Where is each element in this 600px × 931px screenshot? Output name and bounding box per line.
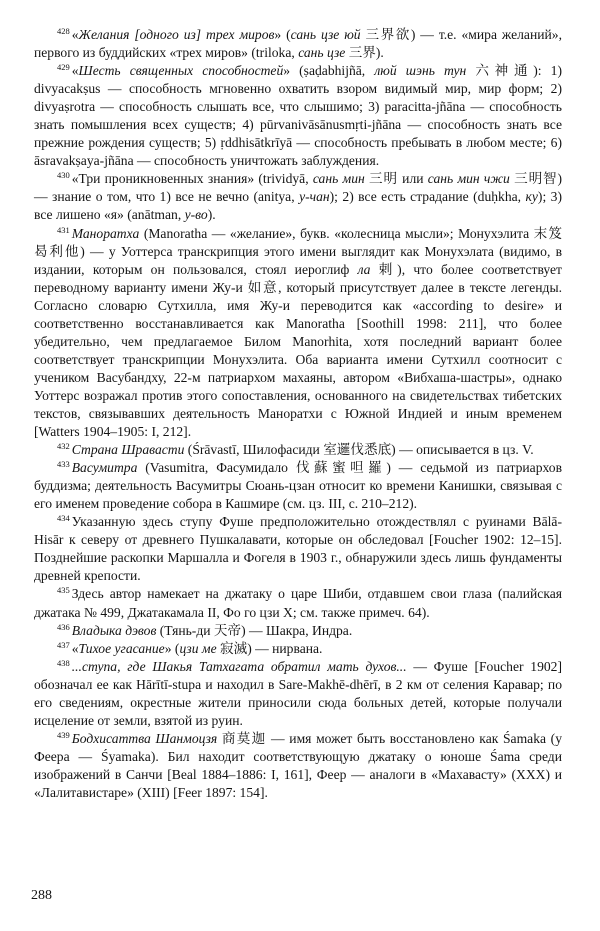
footnote-number: 437 <box>57 639 70 650</box>
footnote-number: 436 <box>57 621 70 632</box>
italic-text: сань мин чжи <box>427 171 510 187</box>
footnote <box>34 225 562 442</box>
footnote-text: «Три проникновенных знания» (trividyā, <box>71 171 313 187</box>
footnote-text: « <box>71 63 79 79</box>
footnote-text: Указанную здесь ступу Фуше предположительно отождествлял с руинами Bālā-Hisār к северу от древнего Пушкалавати, которые он обследовал [Foucher 1902: 12–15]. Позднейшие раскопки Маршалла и Фогеля в 1903 г., обнаружили здесь лишь фундаменты древней крепости. <box>34 514 562 584</box>
italic-text: Бодхисаттва Шанмоцзя <box>71 730 218 746</box>
footnote-text: 六神通): 1) divyacakṣus — способность мгновенно охватить взором видимый мир, мир форм; 2) divyaṣrotra — способность слышать все, что слышимо; 3) paracitta-jñāna — способность знать помышления всех существ; 4) pūrvanivāsānusmṛti-jñāna — способность знать все прежние рождения существ; 5) ṛddhisātkrīyā — способность пребывать в любом месте; 6) āsravakṣaya-jñāna — способность уничтожать заблуждения. <box>34 63 562 169</box>
footnote-text: 三界欲) — т.е. «мира желаний», первого из буддийских «трех миров» (triloka, <box>34 27 562 61</box>
footnote <box>34 170 562 224</box>
italic-text: сань цзе <box>298 45 346 61</box>
italic-text: ку <box>525 189 538 205</box>
footnote-number: 433 <box>57 459 70 470</box>
footnote <box>34 441 562 459</box>
footnote-number: 428 <box>57 26 70 36</box>
footnote-text: ). <box>207 207 216 223</box>
footnote-text: 三明智) — знание о том, что 1) все не вечно (anitya, <box>34 171 562 205</box>
footnote-text: (Vasumitra, Фасумидало 伐蘇蜜呾羅) — седьмой из патриархов буддизма; деятельность Васумитры Сюань-цзан относит ко времени Канишки, связывая с его именем проведение собора в Кашмире (см. цз. III, с. 210–212). <box>34 460 562 512</box>
italic-text: у-чан <box>299 189 330 205</box>
footnote <box>34 658 562 730</box>
footnote-number: 430 <box>57 170 70 181</box>
italic-text: ...ступа, где Шакья Татхагата обратил мать духов... <box>71 658 407 674</box>
footnote-number: 432 <box>57 441 70 452</box>
footnote-text: 剌), что более соответствует переводному варианту имени Жу-и 如意, который присутствует далее в тексте легенды. Согласно словарю Сутхилла, имя Жу-и переводится как «according to desire» и соответственно восстанавливается как Manoratha [Soothill 1998: 211], что более убедительно, чем предлагаемое Билом Manorhita, хотя последний вариант более соответствует транскрипции Монухэлита. Оба варианта имени Сутхилл соотносит с учеником Васубандху, 22-м патриархом махаяны, автором «Вибхаша-шастры», однако Уоттерс возражал против этого сопоставления, основанного на свидетельствах тибетских текстов, связывавших деятельность Маноратхи с Южной Индией и иным временем [Watters 1904–1905: I, 212]. <box>34 261 562 440</box>
footnote-number: 429 <box>57 62 70 73</box>
footnote-text: » (ṣaḍabhijñā, <box>283 63 375 79</box>
footnote-text: » ( <box>274 27 291 42</box>
footnote <box>34 26 562 62</box>
footnote <box>34 62 562 170</box>
italic-text: Маноратха <box>71 225 140 241</box>
footnote <box>34 730 562 802</box>
italic-text: Страна Шравасти <box>71 442 185 458</box>
italic-text: у-во <box>184 207 208 223</box>
footnote-number: 438 <box>57 657 70 668</box>
footnote-text: « <box>71 640 79 656</box>
footnote <box>34 585 562 621</box>
footnote-text: — Фуше [Foucher 1902] обозначал ее как Hārītī-stupa и находил в Sare-Makhē-dhērī, в 2 км от селения Каравар; по его сведениям, окрестные жители приносили сюда больных детей, которые получали исцеление от земли, взятой из руин. <box>34 658 562 728</box>
footnote-number: 431 <box>57 224 70 235</box>
footnote-number: 435 <box>57 585 70 596</box>
footnote-text: 商莫迦 — имя может быть восстановлено как Śamaka (у Феера — Śyamaka). Бил находит соответствующую джатаку о юноше Śama среди изображений в Санчи [Beal 1884–1886: I, 161], Феер — аналоги в «Махавасту» (XXX) и «Лалитавистаре» (XIII) [Feer 1897: 154]. <box>34 730 562 800</box>
footnote-text: (Manoratha — «желание», букв. «колесница мысли»; Монухэлита 末笈曷利他) — у Уоттерса транскрипция этого имени выглядит как Монухэлата (видимо, в издании, которым он пользовался, стоял иероглиф <box>34 225 562 277</box>
footnote <box>34 459 562 513</box>
italic-text: цзи ме <box>179 640 217 656</box>
footnote <box>34 513 562 585</box>
italic-text: люй шэнь тун <box>374 63 467 79</box>
footnote-number: 439 <box>57 729 70 740</box>
italic-text: Шесть священных способностей <box>78 63 284 79</box>
footnote-text: Здесь автор намекает на джатаку о царе Шиби, отдавшем свои глаза (палийская джатака № 499, Джатакамала II, Фо го цзи X; см. также примеч. 64). <box>34 586 562 620</box>
footnotes-list <box>34 26 562 802</box>
footnote-number: 434 <box>57 513 70 524</box>
italic-text: Васумитра <box>71 460 138 476</box>
footnote-text: (Тянь-ди 天帝) — Шакра, Индра. <box>156 622 353 638</box>
footnote-text: « <box>71 27 79 42</box>
footnote-text: ); 3) все лишено «я» (anātman, <box>34 189 562 223</box>
footnote-text: ); 2) все есть страдание (duḥkha, <box>329 189 526 205</box>
footnote <box>34 640 562 658</box>
italic-text: Владыка дэвов <box>71 622 157 638</box>
italic-text: Желания [одного из] трех миров <box>78 27 275 42</box>
italic-text: ла <box>357 261 371 277</box>
footnote <box>34 622 562 640</box>
italic-text: сань цзе юй <box>290 27 361 42</box>
footnote-text: (Śrāvastī, Шилофасиди 室邏伐悉底) — описывается в цз. V. <box>184 442 534 458</box>
footnote-text: 三明 или <box>364 171 428 187</box>
italic-text: сань мин <box>312 171 365 187</box>
italic-text: Тихое угасание <box>78 640 165 656</box>
footnote-text: 寂滅) — нирвана. <box>216 640 323 656</box>
footnote-text: 三界). <box>345 45 384 61</box>
footnote-text: » ( <box>164 640 180 656</box>
page-number: 288 <box>31 888 52 903</box>
